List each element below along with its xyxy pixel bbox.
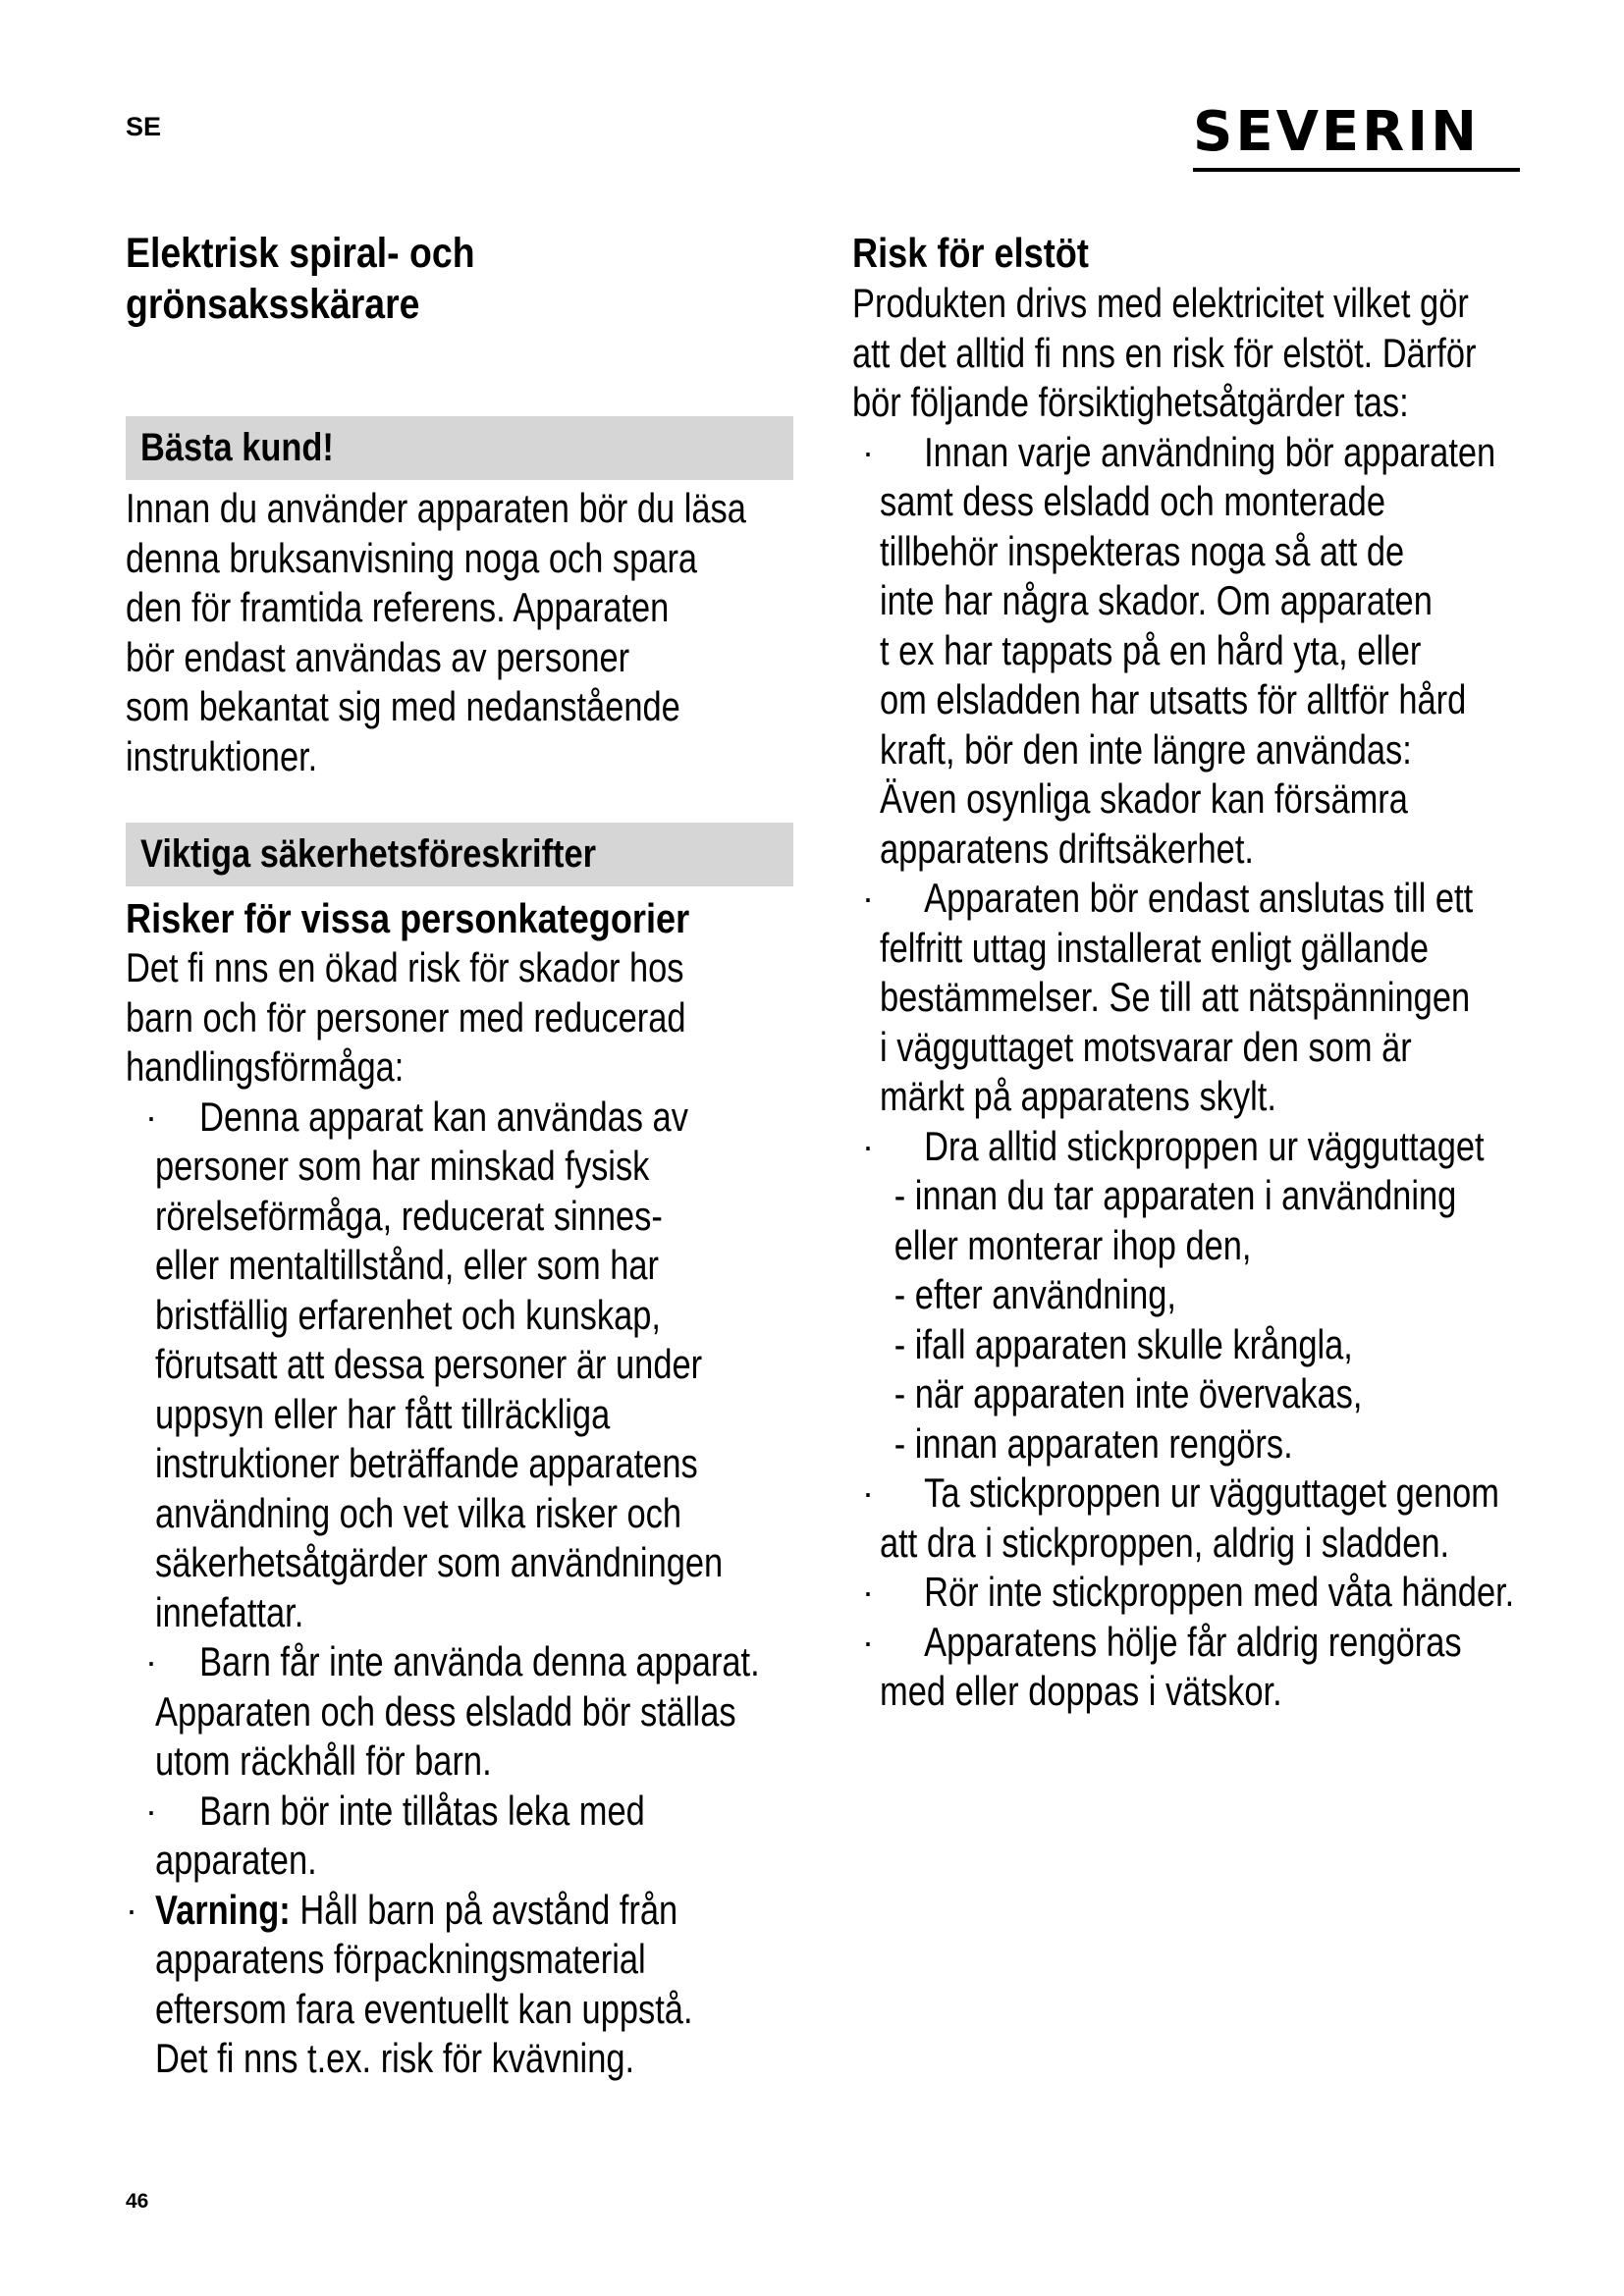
warning-label: Varning: bbox=[155, 1886, 291, 1933]
bullet-icon: · bbox=[862, 1572, 874, 1612]
bullet-icon: · bbox=[862, 1125, 874, 1166]
left-column bbox=[126, 228, 793, 2084]
bullet-icon: · bbox=[862, 431, 874, 472]
section-heading-dear-customer: Bästa kund! bbox=[126, 416, 793, 480]
page-number: 46 bbox=[126, 2190, 149, 2213]
list-item: · Dra alltid stickproppen ur vägguttaget - innan du tar apparaten i användning eller monterar ihop den, - efter användning, - ifall apparaten skulle krångla, - när apparaten inte övervakas, - innan apparaten rengörs. bbox=[862, 1122, 1485, 1467]
right-column bbox=[852, 228, 1579, 1717]
bullet-icon: · bbox=[145, 1095, 157, 1137]
list-item: · Apparaten bör endast anslutas till ett felfritt uttag installerat enligt gällande bestämmelser. Se till att nätspänningen i vägguttaget motsvarar den som är märkt på apparatens skylt. bbox=[862, 875, 1474, 1119]
bullet-icon: · bbox=[862, 878, 874, 918]
electric-shock-intro: Produkten drivs med elektricitet vilket gör att det alltid fi nns en risk för elstöt. Därför bör följande försiktighetsåtgärder tas: bbox=[852, 280, 1477, 425]
language-code: SE bbox=[126, 112, 162, 141]
section-heading-safety: Viktiga säkerhetsföreskrifter bbox=[126, 823, 793, 886]
bullet-icon: · bbox=[862, 1472, 874, 1513]
risk-groups-intro: Det fi nns en ökad risk för skador hos barn och för personer med reducerad handlingsförmåga: bbox=[126, 944, 686, 1090]
brand-logo bbox=[1193, 100, 1520, 172]
list-item: · Denna apparat kan användas av personer som har minskad fysisk rörelseförmåga, reducerat sinnes- eller mentaltillstånd, eller som har bristfällig erfarenhet och kunskap, förutsatt att dessa personer är under uppsyn eller har fått tillräckliga instruktioner beträffande apparatens användning och vet vilka risker och säkerhetsåtgärder som användningen innefattar. bbox=[145, 1093, 724, 1635]
bullet-icon: · bbox=[862, 1621, 874, 1662]
subheading-electric-shock: Risk för elstöt bbox=[852, 230, 1089, 276]
logo-underline bbox=[1193, 168, 1520, 172]
list-item: · Barn bör inte tillåtas leka med apparaten. bbox=[145, 1787, 645, 1883]
list-item: · Ta stickproppen ur vägguttaget genom att dra i stickproppen, aldrig i sladden. bbox=[862, 1469, 1499, 1566]
list-item: · Apparatens hölje får aldrig rengöras med eller doppas i vätskor. bbox=[862, 1618, 1462, 1714]
bullet-icon: · bbox=[145, 1789, 157, 1831]
bullet-icon: · bbox=[126, 1889, 137, 1930]
list-item: · Rör inte stickproppen med våta händer. bbox=[852, 1568, 1579, 1618]
list-item: · Innan varje användning bör apparaten samt dess elsladd och monterade tillbehör inspekteras noga så att de inte har några skador. Om apparaten t ex har tappats på en hård yta, eller om elsladden har utsatts för alltför hård kraft, bör den inte längre användas: Även osynliga skador kan försämra apparatens driftsäkerhet. bbox=[862, 428, 1496, 872]
list-item: · Barn får inte använda denna apparat. Apparaten och dess elsladd bör ställas utom räckhåll för barn. bbox=[145, 1638, 760, 1784]
brand-wordmark: SEVERIN bbox=[1193, 100, 1481, 164]
bullet-icon: · bbox=[145, 1641, 157, 1682]
subheading-risk-groups: Risker för vissa personkategorier bbox=[126, 895, 690, 941]
dear-customer-text: Innan du använder apparaten bör du läsa denna bruksanvisning noga och spara den för framtida referens. Apparaten bör endast användas av personer som bekantat sig med nedanstående instruktioner. bbox=[126, 485, 746, 779]
product-title: Elektrisk spiral- och grönsaksskärare bbox=[126, 230, 475, 328]
warning-item: · Varning: Håll barn på avstånd från apparatens förpackningsmaterial eftersom fara eventuellt kan uppstå. Det fi nns t.ex. risk för kvävning. bbox=[126, 1886, 693, 2081]
